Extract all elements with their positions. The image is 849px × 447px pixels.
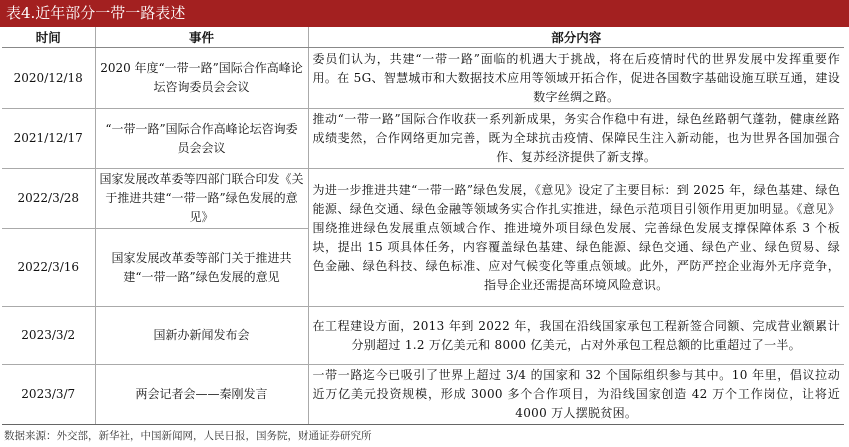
row-content: 在工程建设方面，2013 年到 2022 年，我国在沿线国家承包工程新签合同额、完成营业额累计分别超过 1.2 万亿美元和 8000 亿美元，占对外承包工程总额的比重超过了一半。: [308, 307, 844, 365]
header-event: 事件: [95, 27, 308, 48]
table-row: [2, 307, 844, 365]
row-time: 2020/12/18: [2, 48, 95, 109]
row-event: 2020 年度“一带一路”国际合作高峰论坛咨询委员会会议: [95, 48, 308, 109]
row-event: 国新办新闻发布会: [95, 307, 308, 365]
table-row: [2, 48, 844, 109]
table-row: [2, 365, 844, 425]
row-time: 2023/3/7: [2, 365, 95, 425]
row-content: 委员们认为，共建“一带一路”面临的机遇大于挑战，将在后疫情时代的世界发展中发挥重要作用。在 5G、智慧城市和大数据技术应用等领域开拓合作，促进各国数字基础设施互联互通，建设数字丝绸之路。: [308, 48, 844, 109]
row-event: 两会记者会——秦刚发言: [95, 365, 308, 425]
table-row: [2, 169, 844, 229]
row-content: 推动“一带一路”国际合作收获一系列新成果，务实合作稳中有进，绿色丝路朝气蓬勃，健康丝路成绩斐然，合作网络更加完善，既为全球抗击疫情、保障民生注入新动能，也为世界各国加强合作、复苏经济提供了新支撑。: [308, 109, 844, 169]
table-row: [2, 109, 844, 169]
policy-table: [2, 27, 844, 425]
row-content: 一带一路迄今已吸引了世界上超过 3/4 的国家和 32 个国际组织参与其中。10 年里，倡议拉动近万亿美元投资规模，形成 3000 多个合作项目，为沿线国家创造 42 万个工作岗位，让将近 4000 万人摆脱贫困。: [308, 365, 844, 425]
row-event: “一带一路”国际合作高峰论坛咨询委员会会议: [95, 109, 308, 169]
row-time: 2022/3/28: [2, 169, 95, 229]
row-time: 2022/3/16: [2, 229, 95, 307]
header-row: [2, 27, 844, 48]
table-title: 表4.近年部分一带一路表述: [0, 0, 849, 27]
merged-content: 为进一步推进共建“一带一路”绿色发展，《意见》设定了主要目标：到 2025 年，绿色基建、绿色能源、绿色交通、绿色金融等领域务实合作扎实推进，绿色示范项目引领作用更加明显。《意见》围绕推进绿色发展重点领域合作、推进境外项目绿色发展、完善绿色发展支撑保障体系 3 个板块，提出 15 项具体任务，内容覆盖绿色基建、绿色能源、绿色交通、绿色产业、绿色贸易、绿色金融、绿色科技、绿色标准、应对气候变化等重点领域。此外，严防严控企业海外无序竞争，指导企业还需提高环境风险意识。: [308, 169, 844, 307]
header-content: 部分内容: [308, 27, 844, 48]
row-event: 国家发展改革委等部门关于推进共建“一带一路”绿色发展的意见: [95, 229, 308, 307]
data-source-note: 数据来源：外交部，新华社，中国新闻网，人民日报，国务院，财通证券研究所: [4, 430, 372, 442]
row-time: 2023/3/2: [2, 307, 95, 365]
row-time: 2021/12/17: [2, 109, 95, 169]
header-time: 时间: [2, 27, 95, 48]
row-event: 国家发展改革委等四部门联合印发《关于推进共建“一带一路”绿色发展的意见》: [95, 169, 308, 229]
